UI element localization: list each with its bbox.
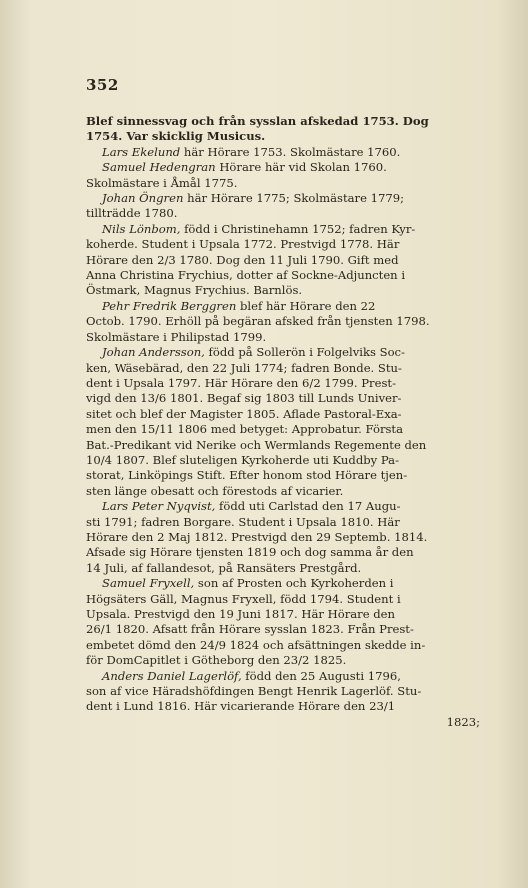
line-text: Blef sinnessvag och från sysslan afskedad 1753. Dog [86, 114, 429, 128]
text-line [86, 576, 504, 591]
person-name: Pehr Fredrik Berggren [102, 298, 237, 313]
text-line [86, 222, 504, 237]
line-text: född den 25 Augusti 1796, [241, 668, 401, 683]
text-line [86, 561, 504, 576]
text-line [86, 191, 504, 206]
text-line [86, 114, 504, 129]
line-text: sitet och blef der Magister 1805. Aflade Pastoral-Exa- [86, 406, 402, 421]
line-text: dent i Lund 1816. Här vicarierande Hörare den 23/1 [86, 699, 396, 714]
text-line [86, 407, 504, 422]
line-text: embetet dömd den 24/9 1824 och afsättningen skedde in- [86, 637, 426, 652]
text-line [86, 684, 504, 699]
text-line [86, 515, 504, 530]
line-text: här Hörare 1775; Skolmästare 1779; [183, 191, 405, 206]
line-text: Östmark, Magnus Frychius. Barnlös. [86, 283, 303, 298]
line-text: Hörare här vid Skolan 1760. [215, 160, 387, 175]
line-text: ken, Wäsebärad, den 22 Juli 1774; fadren Bonde. Stu- [86, 360, 402, 375]
person-name: Johan Öngren [102, 191, 184, 206]
text-line [86, 376, 504, 391]
line-text: för DomCapitlet i Götheborg den 23/2 1825. [86, 653, 347, 668]
text-line [86, 468, 504, 483]
line-text: blef här Hörare den 22 [236, 298, 376, 313]
line-text: vigd den 13/6 1801. Begaf sig 1803 till Lunds Univer- [86, 391, 402, 406]
text-line [86, 699, 504, 714]
line-text: tillträdde 1780. [86, 206, 178, 221]
text-line [86, 422, 504, 437]
text-line [86, 438, 504, 453]
person-name: Anders Daniel Lagerlöf, [102, 668, 242, 683]
line-text: här Hörare 1753. Skolmästare 1760. [180, 144, 401, 159]
line-text: men den 15/11 1806 med betyget: Approbatur. Första [86, 422, 404, 437]
text-line [86, 330, 504, 345]
line-text: Bat.-Predikant vid Nerike och Wermlands Regemente den [86, 437, 427, 452]
text-line [86, 545, 504, 560]
text-line [86, 453, 504, 468]
line-text: född i Christinehamn 1752; fadren Kyr- [180, 221, 416, 236]
person-name: Samuel Hedengran [102, 160, 216, 175]
line-text: Skolmästare i Åmål 1775. [86, 175, 238, 190]
text-line [86, 314, 504, 329]
line-text: koherde. Student i Upsala 1772. Prestvigd 1778. Här [86, 237, 400, 252]
line-text: Hörare den 2/3 1780. Dog den 11 Juli 1790. Gift med [86, 252, 399, 267]
text-line [86, 176, 504, 191]
text-line [86, 622, 504, 637]
person-name: Samuel Fryxell, [102, 576, 195, 591]
line-text: son af vice Häradshöfdingen Bengt Henrik Lagerlöf. Stu- [86, 684, 422, 699]
text-line [86, 160, 504, 175]
line-text: Octob. 1790. Erhöll på begäran afsked från tjensten 1798. [86, 314, 430, 329]
line-text: 26/1 1820. Afsatt från Hörare sysslan 1823. Från Prest- [86, 622, 414, 637]
person-name: Lars Ekelund [102, 144, 181, 159]
text-line [86, 391, 504, 406]
line-text: 1823; [446, 714, 480, 729]
text-line [86, 237, 504, 252]
person-name: Nils Lönbom, [102, 221, 181, 236]
text-line [86, 299, 504, 314]
text-line [86, 283, 504, 298]
line-text: Hörare den 2 Maj 1812. Prestvigd den 29 Septemb. 1814. [86, 529, 428, 544]
text-line [86, 653, 504, 668]
text-line [86, 592, 504, 607]
text-line [86, 345, 504, 360]
text-line [86, 669, 504, 684]
page-number: 352 [86, 76, 119, 94]
text-line [86, 499, 504, 514]
text-line [86, 607, 504, 622]
text-line [86, 206, 504, 221]
line-text: född på Sollerön i Folgelviks Soc- [204, 345, 405, 360]
person-name: Johan Andersson, [102, 345, 205, 360]
text-line [86, 638, 504, 653]
line-text: sten länge obesatt och förestods af vicarier. [86, 483, 344, 498]
text-line [86, 530, 504, 545]
line-text: Upsala. Prestvigd den 19 Juni 1817. Här Hörare den [86, 607, 396, 621]
line-text: född uti Carlstad den 17 Augu- [215, 499, 401, 514]
body-text [86, 114, 504, 730]
line-text: sti 1791; fadren Borgare. Student i Upsala 1810. Här [86, 514, 400, 529]
line-text: 14 Juli, af fallandesot, på Ransäters Prestgård. [86, 560, 362, 575]
text-line [86, 484, 504, 499]
line-text: 1754. Var skicklig Musicus. [86, 129, 266, 144]
text-line [86, 129, 504, 144]
line-text: storat, Linköpings Stift. Efter honom stod Hörare tjen- [86, 468, 408, 483]
line-text: Afsade sig Hörare tjensten 1819 och dog samma år den [86, 545, 414, 560]
text-line [86, 715, 504, 730]
text-line [86, 253, 504, 268]
line-text: dent i Upsala 1797. Här Hörare den 6/2 1799. Prest- [86, 375, 396, 390]
person-name: Lars Peter Nyqvist, [102, 499, 216, 514]
line-text: Anna Christina Frychius, dotter af Sockne-Adjuncten i [86, 268, 406, 283]
text-line [86, 145, 504, 160]
text-line [86, 361, 504, 376]
line-text: 10/4 1807. Blef sluteligen Kyrkoherde uti Kuddby Pa- [86, 452, 400, 467]
line-text: son af Prosten och Kyrkoherden i [194, 576, 394, 591]
line-text: Skolmästare i Philipstad 1799. [86, 329, 267, 344]
line-text: Högsäters Gäll, Magnus Fryxell, född 1794. Student i [86, 591, 401, 606]
text-line [86, 268, 504, 283]
